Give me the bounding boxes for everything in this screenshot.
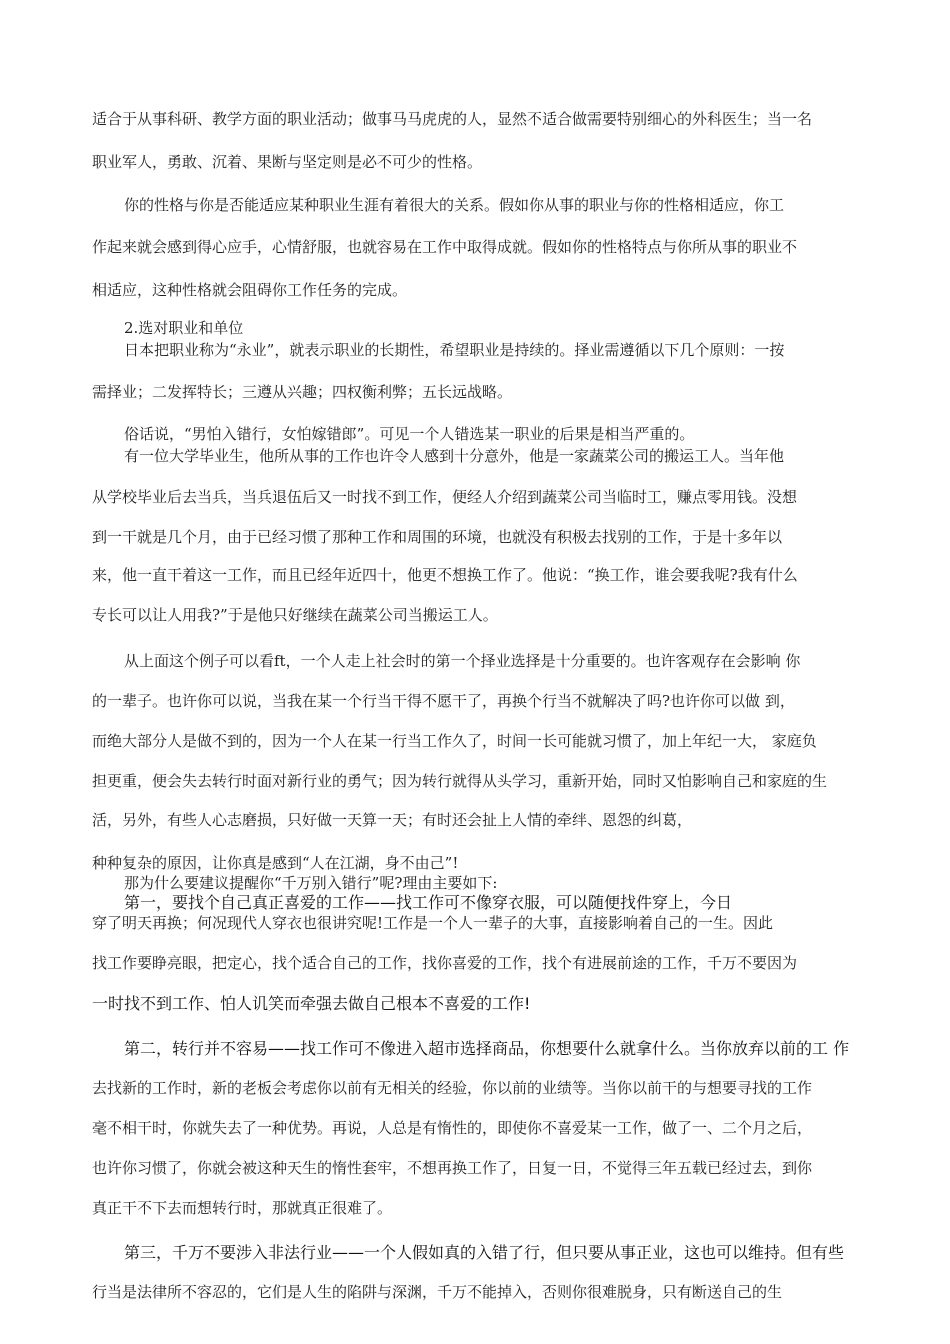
text-line: 职业军人，勇敢、沉着、果断与坚定则是必不可少的性格。 — [92, 153, 483, 171]
text-line: 需择业；二发挥特长；三遵从兴趣；四权衡利弊；五长远战略。 — [92, 383, 513, 401]
text-line: 作起来就会感到得心应手，心情舒服，也就容易在工作中取得成就。假如你的性格特点与你所从事的职业不 — [92, 238, 798, 256]
text-line: 真正干不下去而想转行时，那就真正很难了。 — [92, 1199, 393, 1217]
text-line: 而绝大部分人是做不到的，因为一个人在某一行当工作久了，时间一长可能就习惯了，加上年纪一大， 家庭负 — [92, 732, 817, 750]
text-line: 第二，转行并不容易——找工作可不像进入超市选择商品，你想要什么就拿什么。当你放弃以前的工 作 — [124, 1039, 850, 1058]
text-line: 来，他一直干着这一工作，而且已经年近四十，他更不想换工作了。他说：“换工作，谁会要我呢?我有什么 — [92, 566, 798, 584]
text-line: 俗话说，“男怕入错行，女怕嫁错郎”。可见一个人错选某一职业的后果是相当严重的。 — [124, 425, 695, 443]
text-line: 适合于从事科研、教学方面的职业活动；做事马马虎虎的人，显然不适合做需要特别细心的外科医生；当一名 — [92, 110, 813, 128]
text-line: 专长可以让人用我?”于是他只好继续在蔬菜公司当搬运工人。 — [92, 606, 498, 624]
text-line: 日本把职业称为“永业”，就表示职业的长期性，希望职业是持续的。择业需遵循以下几个原则：一按 — [124, 341, 785, 359]
text-line: 活，另外，有些人心志磨损，只好做一天算一天；有时还会扯上人情的牵绊、恩怨的纠葛， — [92, 811, 693, 829]
text-line: 担更重，便会失去转行时面对新行业的勇气；因为转行就得从头学习，重新开始，同时又怕影响自己和家庭的生 — [92, 772, 828, 790]
text-line: 有一位大学毕业生，他所从事的工作也许令人感到十分意外，他是一家蔬菜公司的搬运工人。当年他 — [124, 447, 785, 465]
text-line: 的一辈子。也许你可以说，当我在某一个行当干得不愿干了，再换个行当不就解决了吗?也许你可以做 到， — [92, 692, 795, 710]
text-line: 到一干就是几个月，由于已经习惯了那种工作和周围的环境，也就没有积极去找别的工作，于是十多年以 — [92, 528, 783, 546]
text-line: 穿了明天再换；何况现代人穿衣也很讲究呢!工作是一个人一辈子的大事，直接影响着自己的一生。因此 — [92, 914, 774, 932]
text-line: 相适应，这种性格就会阻碍你工作任务的完成。 — [92, 281, 408, 299]
text-line: 第三，千万不要涉入非法行业——一个人假如真的入错了行，但只要从事正业，这也可以维持。但有些 — [124, 1243, 845, 1262]
text-line: 从学校毕业后去当兵，当兵退伍后又一时找不到工作，便经人介绍到蔬菜公司当临时工，赚点零用钱。没想 — [92, 488, 798, 506]
text-line: 毫不相干时，你就失去了一种优势。再说，人总是有惰性的，即使你不喜爱某一工作，做了一、二个月之后， — [92, 1119, 813, 1137]
text-line: 一时找不到工作、怕人讥笑而牵强去做自己根本不喜爱的工作! — [92, 994, 531, 1013]
text-line: 从上面这个例子可以看ft，一个人走上社会时的第一个择业选择是十分重要的。也许客观存在会影响 你 — [124, 652, 801, 670]
section-heading: 2.选对职业和单位 — [124, 319, 244, 337]
text-line: 去找新的工作时，新的老板会考虑你以前有无相关的经验，你以前的业绩等。当你以前干的与想要寻找的工作 — [92, 1079, 813, 1097]
text-line: 你的性格与你是否能适应某种职业生涯有着很大的关系。假如你从事的职业与你的性格相适应，你工 — [124, 196, 785, 214]
text-line: 第一，要找个自己真正喜爱的工作——找工作可不像穿衣服，可以随便找件穿上，今日 — [124, 893, 733, 912]
text-line: 找工作要睁亮眼，把定心，找个适合自己的工作，找你喜爱的工作，找个有进展前途的工作，千万不要因为 — [92, 954, 798, 972]
text-line: 那为什么要建议提醒你“千万别入错行”呢?理由主要如下: — [124, 874, 498, 892]
text-line: 也许你习惯了，你就会被这种天生的惰性套牢，不想再换工作了，日复一日，不觉得三年五载已经过去，到你 — [92, 1159, 813, 1177]
text-line: 种种复杂的原因，让你真是感到“人在江湖，身不由己”! — [92, 854, 459, 872]
text-line: 行当是法律所不容忍的，它们是人生的陷阱与深渊，千万不能掉入，否则你很难脱身，只有断送自己的生 — [92, 1283, 783, 1301]
